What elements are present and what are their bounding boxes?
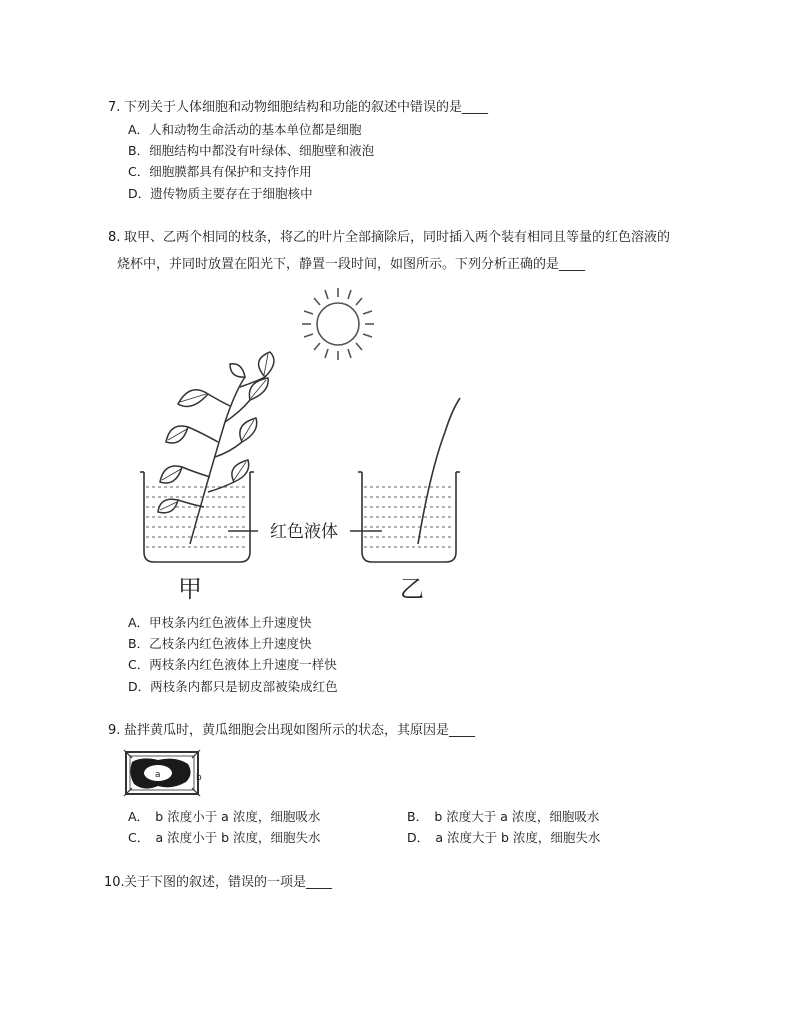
question-7-stem: 下列关于人体细胞和动物细胞结构和功能的叙述中错误的是____ <box>124 100 489 115</box>
question-8-option-d[interactable]: D．两枝条内都只是韧皮部被染成红色 <box>128 679 338 694</box>
label-yi: 乙 <box>400 575 424 603</box>
experiment-diagram <box>130 282 490 607</box>
question-9-number: 9. <box>108 723 121 738</box>
cell-label-b: b <box>196 773 202 783</box>
question-7-option-d[interactable]: D．遗传物质主要存在于细胞核中 <box>128 186 313 201</box>
question-9-figure <box>122 748 208 800</box>
question-8-number: 8. <box>108 230 121 245</box>
question-8-stem-line-1: 取甲、乙两个相同的枝条，将乙的叶片全部摘除后，同时插入两个装有相同且等量的红色溶液的 <box>124 230 671 245</box>
question-9-stem: 盐拌黄瓜时，黄瓜细胞会出现如图所示的状态，其原因是____ <box>124 723 476 738</box>
question-9-option-a[interactable]: A． b 浓度小于 a 浓度，细胞吸水 <box>128 809 321 824</box>
question-8-option-c[interactable]: C．两枝条内红色液体上升速度一样快 <box>128 657 337 672</box>
question-7-option-c[interactable]: C．细胞膜都具有保护和支持作用 <box>128 164 312 179</box>
question-10-number: 10. <box>104 875 125 890</box>
question-9-option-b[interactable]: B． b 浓度大于 a 浓度，细胞吸水 <box>407 809 600 824</box>
question-9-option-d[interactable]: D． a 浓度大于 b 浓度，细胞失水 <box>407 830 601 845</box>
branch-with-leaves <box>158 352 274 544</box>
question-8-stem-line-2: 烧杯中，并同时放置在阳光下，静置一段时间，如图所示。下列分析正确的是____ <box>117 257 586 272</box>
leafless-branch <box>418 398 460 544</box>
cell-label-a: a <box>155 770 161 780</box>
label-jia: 甲 <box>178 575 202 603</box>
beaker-right <box>358 472 460 562</box>
liquid-label: 红色液体 <box>270 522 338 542</box>
question-8-figure <box>130 282 490 607</box>
question-10-stem: 关于下图的叙述，错误的一项是____ <box>124 875 333 890</box>
question-9-option-c[interactable]: C． a 浓度小于 b 浓度，细胞失水 <box>128 830 321 845</box>
question-8-option-b[interactable]: B．乙枝条内红色液体上升速度快 <box>128 636 312 651</box>
question-7-option-a[interactable]: A．人和动物生命活动的基本单位都是细胞 <box>128 122 362 137</box>
cell-diagram <box>122 748 208 800</box>
question-7-option-b[interactable]: B．细胞结构中都没有叶绿体、细胞壁和液泡 <box>128 143 375 158</box>
sun-icon <box>302 288 374 360</box>
question-8-option-a[interactable]: A．甲枝条内红色液体上升速度快 <box>128 615 312 630</box>
question-7-number: 7. <box>108 100 121 115</box>
